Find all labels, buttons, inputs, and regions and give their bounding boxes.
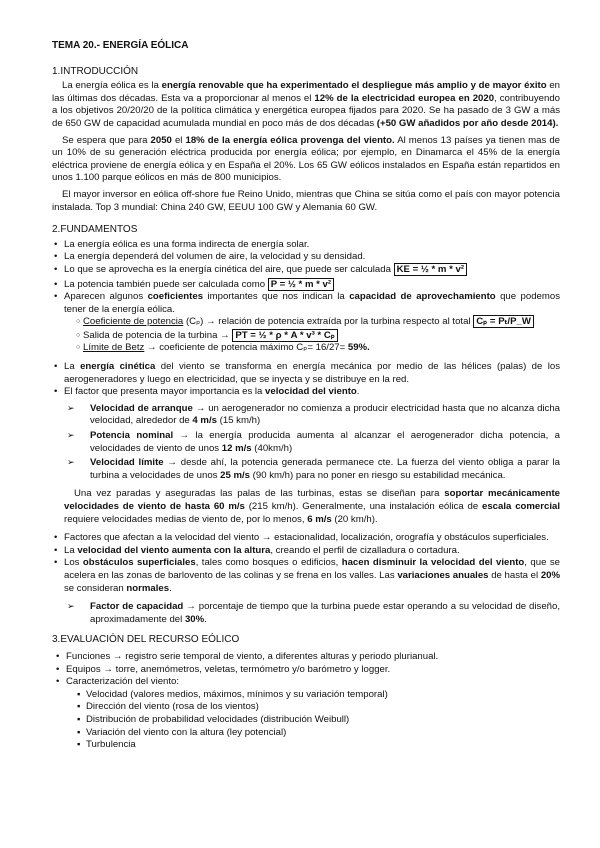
list-item: ○ Coeficiente de potencia (Cₚ) → relación de potencia extraída por la turbina respecto al total Cₚ = Pₜ/P_W [76,316,560,329]
list-item: ➢ Factor de capacidad → porcentaje de tiempo que la turbina puede estar operando a su velocidad de diseño, aproximadamente del 30%. [64,601,560,626]
section-heading-fundamentos: 2.FUNDAMENTOS [52,224,138,236]
turbine-output-formula: PT = ½ * ρ * A * v³ * Cₚ [232,329,338,342]
list-item: ➢ Potencia nominal → la energía producida aumenta al alcanzar el aerogenerador dicha potencia, a velocidades de viento de unos 12 m/s (40km/h) [64,430,560,455]
blade-design-paragraph: Una vez paradas y aseguradas las palas de las turbinas, estas se diseñan para soportar mecánicamente velocidades de viento de hasta 60 m/s (215 km/h). Generalmente, una instalación eólica de escala comercial requiere velocidades medias de viento de, por lo menos, 6 m/s (20 km/h). [64,488,560,525]
list-item: • La velocidad del viento aumenta con la altura, creando el perfil de cizalladura o cortadura. [52,545,560,558]
intro-paragraph-1: La energía eólica es la energía renovable que ha experimentado el despliegue más amplio y de mayor éxito en las últimas dos décadas. Esta va a proporcionar al menos el 12% de la electricidad europea en 2020, contribuyendo a los objetivos 20/20/20 de la política climática y energética europea fijados para 2020. Se ha pasado de 3 GW a más de 650 GW de capacidad acumulada mundial en poco más de dos décadas (+50 GW añadidos por año desde 2014). [52,80,561,129]
wind-speed-thresholds [64,403,560,483]
list-item: ▪ Turbulencia [76,739,560,752]
list-item: • Funciones → registro serie temporal de viento, a diferentes alturas y periodo plurianual. [52,651,560,664]
list-item: • Factores que afectan a la velocidad del viento → estacionalidad, localización, orografía y obstáculos superficiales. [52,532,560,545]
list-item: ○ Límite de Betz → coeficiente de potencia máximo Cₚ= 16/27= 59%. [76,342,560,355]
evaluacion-list [52,651,560,752]
list-item: • El factor que presenta mayor importancia es la velocidad del viento. [52,386,560,399]
intro-paragraph-3: El mayor inversor en eólica off-shore fue Reino Unido, mientras que China se sitúa como el país con mayor potencia instalada. Top 3 mundial: China 240 GW, EEUU 100 GW y Alemania 60 GW. [52,188,560,213]
document-title: TEMA 20.- ENERGÍA EÓLICA [52,40,189,51]
section-heading-introduccion: 1.INTRODUCCIÓN [52,65,139,77]
list-item: • Aparecen algunos coeficientes importantes que nos indican la capacidad de aprovechamiento que podemos tener de la energía eólica. ○ Coeficiente de potencia (Cₚ) → relación de potencia extraída por la turbina respecto al total Cₚ = Pₜ/P_W ○ Salida de potencia de la turbina → PT = ½ * ρ * A * v³ * Cₚ ○ Límite de Betz → coeficiente de potencia máximo Cₚ= 16/27= 59%. [52,291,560,355]
list-item: • La energía dependerá del volumen de aire, la velocidad y su densidad. [52,251,560,264]
coefficients-sublist [76,316,560,355]
fundamentos-list [52,239,560,399]
wind-factors-list [52,532,560,595]
list-item: • La potencia también puede ser calculada como P = ½ * m * v² [52,279,560,292]
list-item: • La energía cinética del viento se transforma en energía mecánica por medio de las hélices (palas) de los aerogeneradores y luego en electricidad, que se inyecta y se distribuye en la red. [52,361,560,386]
document-page [52,40,560,752]
power-coefficient-formula: Cₚ = Pₜ/P_W [473,315,534,328]
list-item: ➢ Velocidad de arranque → un aerogenerador no comienza a producir electricidad hasta que no alcanza dicha velocidad, alrededor de 4 m/s (15 km/h) [64,403,560,428]
power-formula: P = ½ * m * v² [268,278,334,291]
list-item: ➢ Velocidad límite → desde ahí, la potencia generada permanece cte. La fuerza del viento obliga a parar la turbina a velocidades de unos 25 m/s (90 km/h) para no poner en riesgo su estabilidad mecánica. [64,457,560,482]
list-item: ▪ Distribución de probabilidad velocidades (distribución Weibull) [76,714,560,727]
list-item: • La energía eólica es una forma indirecta de energía solar. [52,239,560,252]
list-item: ▪ Variación del viento con la altura (ley potencial) [76,727,560,740]
list-item: • Equipos → torre, anemómetros, veletas, termómetro y/o barómetro y logger. [52,664,560,677]
list-item: • Lo que se aprovecha es la energía cinética del aire, que puede ser calculada KE = ½ * m * v² [52,264,560,277]
intro-paragraph-2: Se espera que para 2050 el 18% de la energía eólica provenga del viento. Al menos 13 países ya tienen mas de un 10% de su generación eléctrica producida por energía eólica; por ejemplo, en Dinamarca el 45% de la energía eléctrica proviene de energía eólica y en España el 20%. Los 65 GW eólicos instalados en España están repartidos en unos 1.100 parque eólicos en más de 800 municipios. [52,134,560,184]
list-item: ▪ Velocidad (valores medios, máximos, mínimos y su variación temporal) [76,689,560,702]
kinetic-energy-formula: KE = ½ * m * v² [394,263,467,276]
list-item: ▪ Dirección del viento (rosa de los vientos) [76,701,560,714]
capacity-factor-list [64,601,560,626]
section-heading-evaluacion: 3.EVALUACIÓN DEL RECURSO EÓLICO [52,634,240,646]
wind-characterization-sublist [76,689,560,752]
list-item: • Caracterización del viento: ▪ Velocidad (valores medios, máximos, mínimos y su variación temporal) ▪ Dirección del viento (rosa de los vientos) ▪ Distribución de probabilidad velocidades (distribución Weibull) ▪ Variación del viento con la altura (ley potencial) ▪ Turbulencia [52,676,560,752]
list-item: • Los obstáculos superficiales, tales como bosques o edificios, hacen disminuir la velocidad del viento, que se acelera en las zonas de barlovento de las colinas y se frena en los valles. Las variaciones anuales de hasta el 20% se consideran normales. [52,557,560,595]
list-item: ○ Salida de potencia de la turbina → PT = ½ * ρ * A * v³ * Cₚ [76,330,560,343]
